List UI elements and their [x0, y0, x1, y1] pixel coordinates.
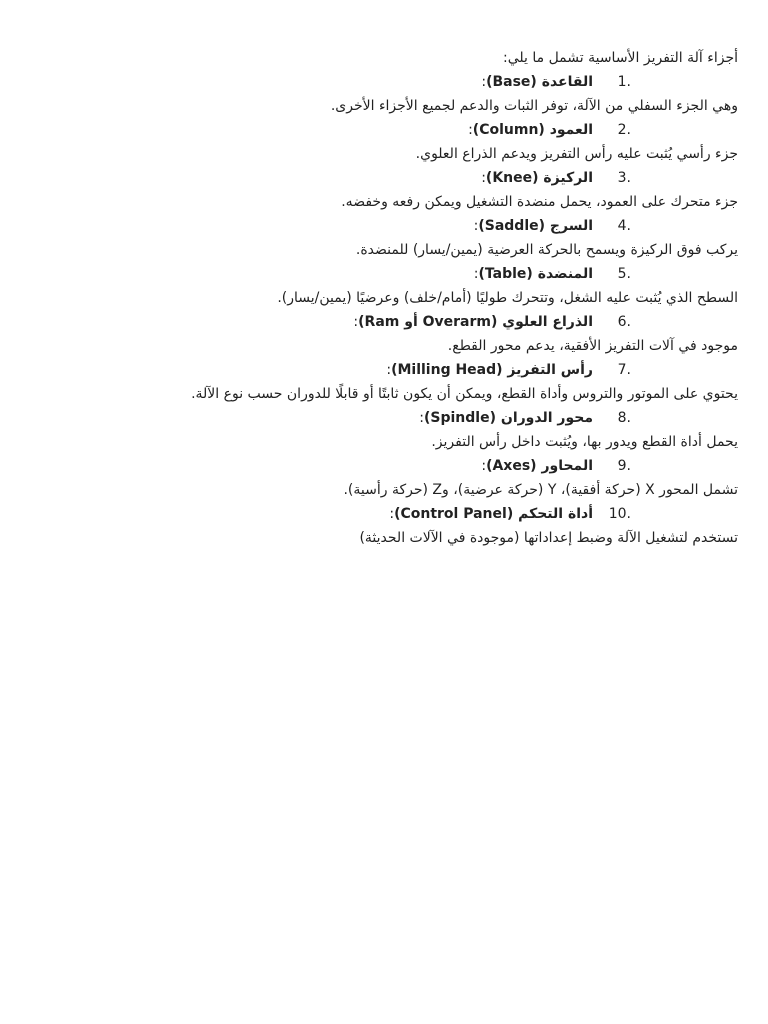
list-item-description: تستخدم لتشغيل الآلة وضبط إعداداتها (موجودة في الآلات الحديثة) — [359, 530, 738, 546]
list-item-title: المحاور (Axes) — [486, 458, 593, 474]
list-item-title: محور الدوران (Spindle) — [424, 410, 593, 426]
list-item-number: 10. — [608, 506, 631, 522]
list-item-number: 8. — [617, 410, 631, 426]
list-item-heading — [0, 454, 768, 478]
list-item-title: القاعدة (Base) — [486, 74, 593, 90]
list-item-colon: : — [468, 122, 473, 138]
list-item-description: السطح الذي يُثبت عليه الشغل، وتتحرك طوليًا (أمام/خلف) وعرضيًا (يمين/يسار). — [277, 290, 738, 306]
list-item-colon: : — [419, 410, 424, 426]
list-item-description: يركب فوق الركيزة ويسمح بالحركة العرضية (يمين/يسار) للمنضدة. — [355, 242, 738, 258]
list-item-colon: : — [386, 362, 392, 378]
list-item-title: المنضدة (Table) — [478, 266, 593, 282]
document-body — [0, 46, 768, 550]
list-item-description: وهي الجزء السفلي من الآلة، توفر الثبات والدعم لجميع الأجزاء الأخرى. — [330, 98, 738, 114]
list-item-title: رأس التفريز (Milling Head) — [391, 362, 593, 378]
list-item-number: 1. — [617, 74, 631, 90]
list-item-colon: : — [473, 218, 479, 234]
list-item-heading — [0, 70, 768, 94]
list-item-colon: : — [473, 266, 479, 282]
list-item-heading — [0, 406, 768, 430]
list-item-number: 6. — [617, 314, 631, 330]
list-item-number: 2. — [617, 122, 631, 138]
list-item-title: العمود (Column) — [472, 122, 593, 138]
list-item-title: السرج (Saddle) — [478, 218, 593, 234]
list-item-description: يحتوي على الموتور والتروس وأداة القطع، ويمكن أن يكون ثابتًا أو قابلًا للدوران حسب نوع الآلة. — [191, 386, 738, 402]
list-item-heading — [0, 502, 768, 526]
intro-line: أجزاء آلة التفريز الأساسية تشمل ما يلي: — [502, 50, 738, 66]
list-item-number: 9. — [617, 458, 631, 474]
list-item-heading — [0, 310, 768, 334]
list-item-description: موجود في آلات التفريز الأفقية، يدعم محور القطع. — [447, 338, 738, 354]
list-item-colon: : — [481, 458, 487, 474]
list-item-description: جزء متحرك على العمود، يحمل منضدة التشغيل ويمكن رفعه وخفضه. — [341, 194, 738, 210]
list-item-colon: : — [481, 170, 486, 186]
list-item-colon: : — [353, 314, 359, 330]
list-item-colon: : — [389, 506, 395, 522]
list-item-number: 7. — [617, 362, 631, 378]
list-item-description: تشمل المحور X (حركة أفقية)، Y (حركة عرضية)، وZ (حركة رأسية). — [343, 482, 738, 498]
list-item-heading — [0, 262, 768, 286]
list-item-number: 5. — [617, 266, 631, 282]
list-item-heading — [0, 118, 768, 142]
list-item-title: الذراع العلوي (Overarm أو Ram) — [358, 314, 593, 330]
list-item-number: 4. — [617, 218, 631, 234]
parts-list — [0, 70, 768, 550]
list-item-heading — [0, 166, 768, 190]
list-item-description: جزء رأسي يُثبت عليه رأس التفريز ويدعم الذراع العلوي. — [415, 146, 738, 162]
list-item-number: 3. — [617, 170, 631, 186]
list-item-heading — [0, 214, 768, 238]
list-item-title: الركيزة (Knee) — [485, 170, 593, 186]
list-item-description: يحمل أداة القطع ويدور بها، ويُثبت داخل رأس التفريز. — [431, 434, 738, 450]
list-item-title: أداة التحكم (Control Panel) — [394, 506, 593, 522]
list-item-colon: : — [481, 74, 487, 90]
list-item-heading — [0, 358, 768, 382]
